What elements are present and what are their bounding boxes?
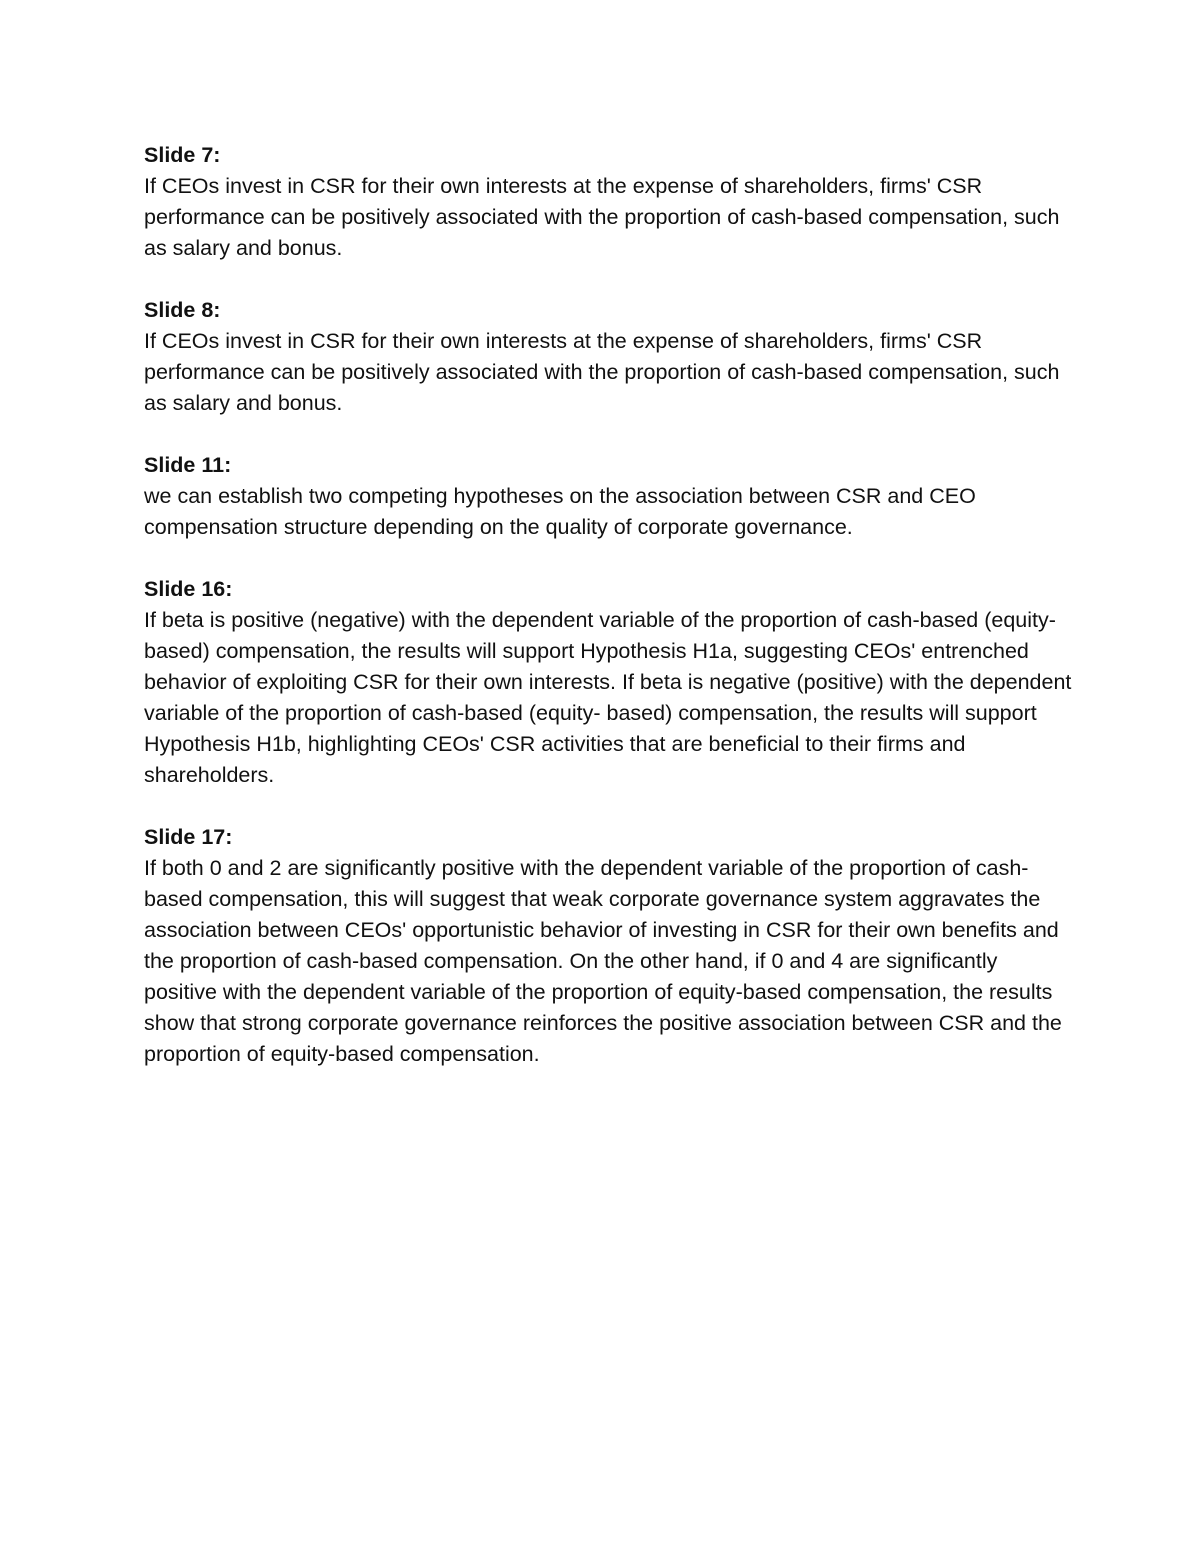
slide-17-heading: Slide 17: [144,825,233,849]
slide-8-section [144,295,1074,419]
slide-8-heading: Slide 8: [144,298,221,322]
slide-7-section [144,140,1074,264]
slide-16-text: If beta is positive (negative) with the dependent variable of the proportion of cash-based (equity-based) compensation, the results will support Hypothesis H1a, suggesting CEOs' entrenched behavior of exploiting CSR for their own interests. If beta is negative (positive) with the dependent variable of the proportion of cash-based (equity- based) compensation, the results will support Hypothesis H1b, highlighting CEOs' CSR activities that are beneficial to their firms and shareholders. [144,608,1072,787]
slide-11-heading: Slide 11: [144,453,232,477]
slide-7-text: If CEOs invest in CSR for their own interests at the expense of shareholders, firms' CSR performance can be positively associated with the proportion of cash-based compensation, such as salary and bonus. [144,174,1060,260]
slide-17-text: If both 0 and 2 are significantly positive with the dependent variable of the proportion of cash-based compensation, this will suggest that weak corporate governance system aggravates the association between CEOs' opportunistic behavior of investing in CSR for their own benefits and the proportion of cash-based compensation. On the other hand, if 0 and 4 are significantly positive with the dependent variable of the proportion of equity-based compensation, the results show that strong corporate governance reinforces the positive association between CSR and the proportion of equity-based compensation. [144,856,1062,1066]
slide-16-section [144,574,1074,791]
slide-7-heading: Slide 7: [144,143,221,167]
slide-16-heading: Slide 16: [144,577,233,601]
slide-11-section [144,450,1074,543]
slide-17-section [144,822,1074,1070]
slide-11-text: we can establish two competing hypotheses on the association between CSR and CEO compensation structure depending on the quality of corporate governance. [144,484,976,539]
slide-8-text: If CEOs invest in CSR for their own interests at the expense of shareholders, firms' CSR performance can be positively associated with the proportion of cash-based compensation, such as salary and bonus. [144,329,1060,415]
document-content [144,140,1074,1101]
